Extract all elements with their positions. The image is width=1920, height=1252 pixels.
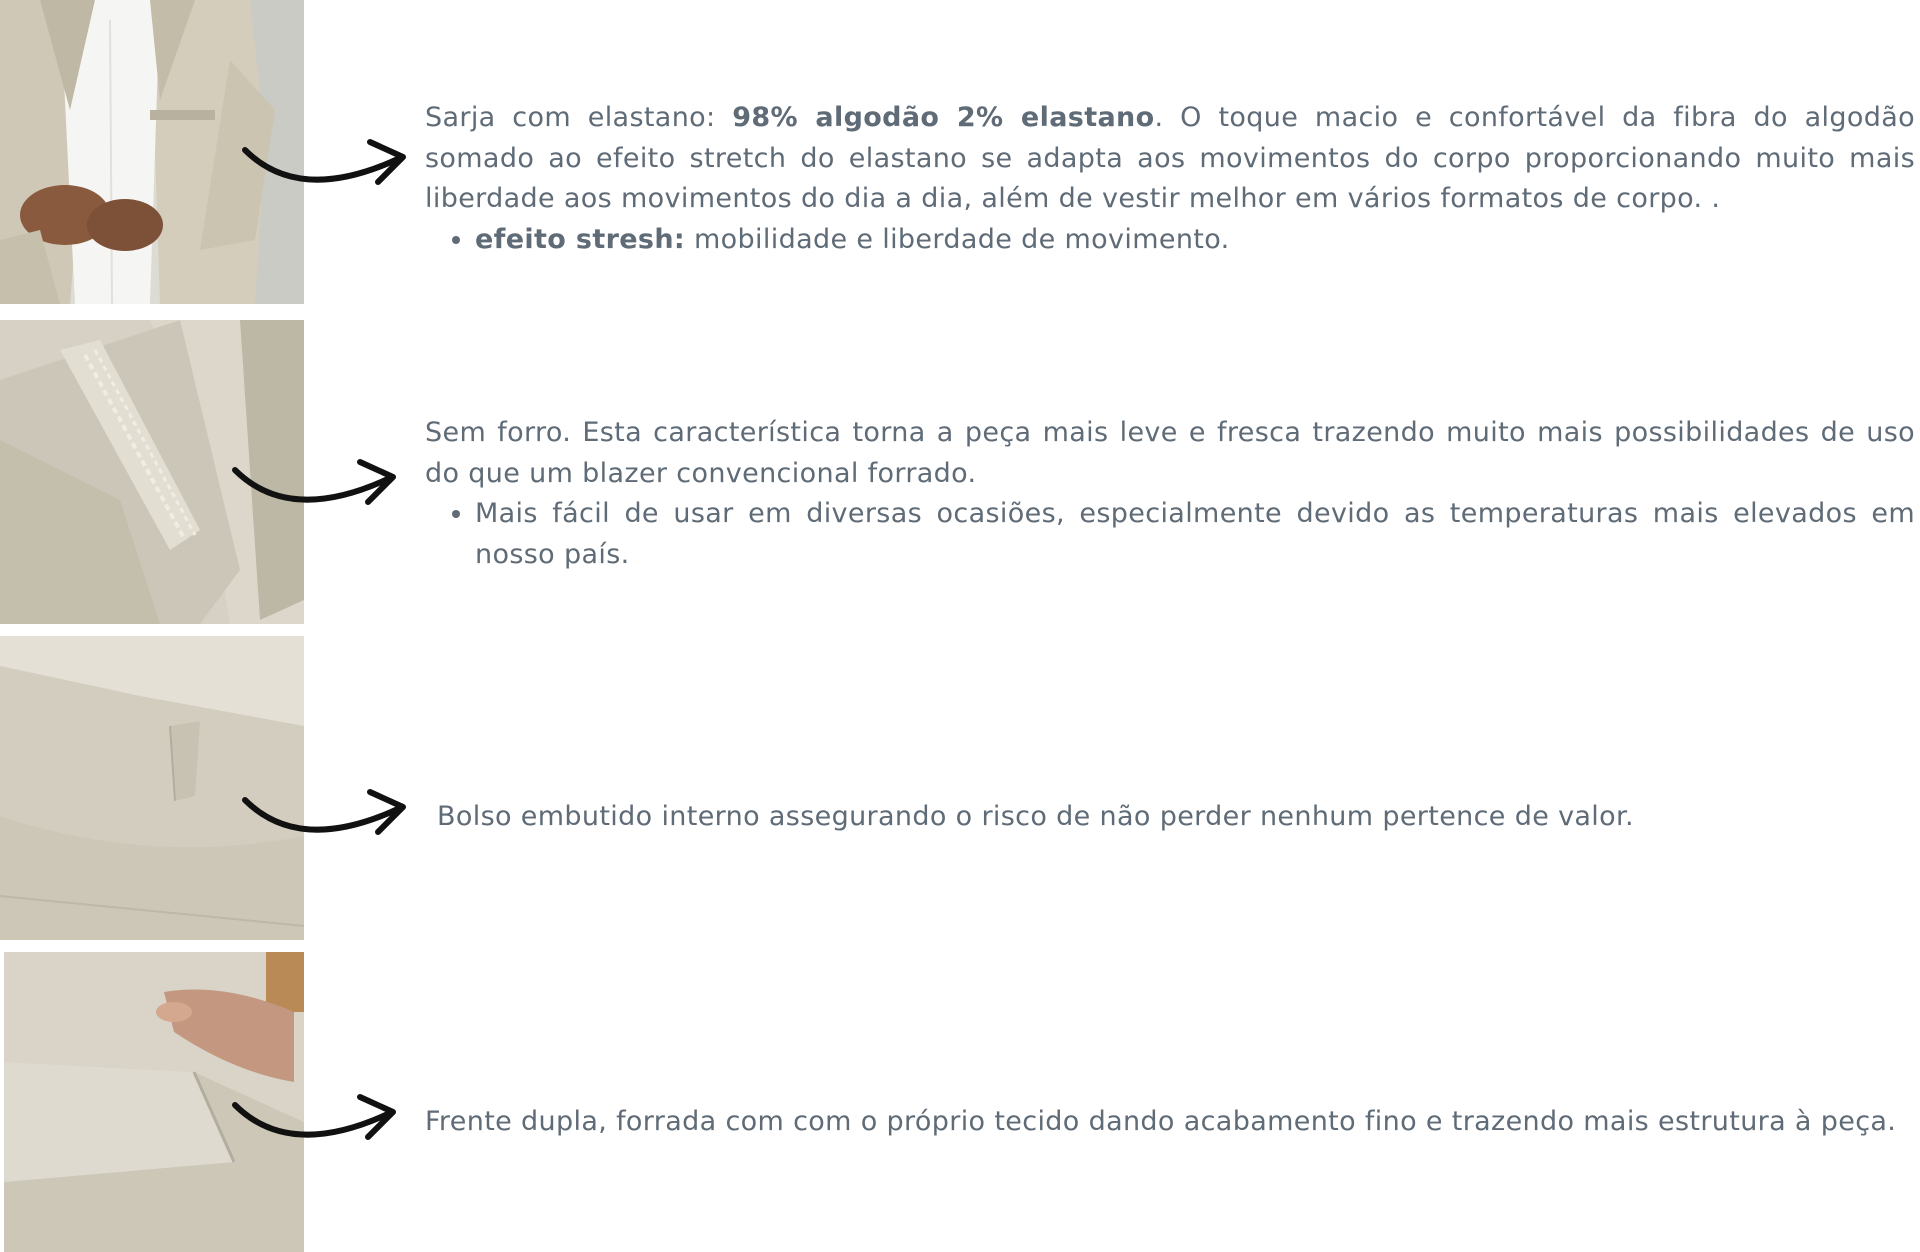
bullet-list (425, 494, 1915, 575)
bullet-text: mobilidade e liberdade de movimento. (685, 223, 1230, 255)
inner-pocket-text (437, 797, 1920, 838)
fabric-composition-text (425, 98, 1915, 260)
bullet-list (425, 220, 1915, 261)
paragraph-text: . O toque macio e confortável da fibra do algodão somado ao efeito stretch do elastano se adapta aos movimentos do corpo proporcionando muito mais liberdade aos movimentos do dia a dia, além de vestir melhor em vários formatos de corpo. . (425, 102, 1915, 214)
double-front-text (425, 1102, 1915, 1143)
unlined-text (425, 413, 1915, 575)
arrow-icon (230, 440, 405, 520)
unlined-paragraph: Sem forro. Esta característica torna a peça mais leve e fresca trazendo muito mais possibilidades de uso do que um blazer convencional forrado. (425, 417, 1915, 489)
paragraph-text: Sarja com elastano: (425, 102, 733, 133)
bullet-label: efeito stresh: (475, 223, 686, 255)
inner-pocket-paragraph: Bolso embutido interno assegurando o risco de não perder nenhum pertence de valor. (437, 801, 1634, 832)
composition-highlight: 98% algodão 2% elastano (732, 102, 1155, 133)
double-front-paragraph: Frente dupla, forrada com com o próprio tecido dando acabamento fino e trazendo mais estrutura à peça. (425, 1106, 1897, 1137)
bullet-item: • Mais fácil de usar em diversas ocasiões, especialmente devido as temperaturas mais elevados em nosso país. (475, 494, 1915, 575)
arrow-icon (240, 120, 415, 200)
bullet-item (475, 220, 1915, 261)
arrow-icon (230, 1075, 405, 1155)
arrow-icon (240, 770, 415, 850)
fabric-composition-paragraph (425, 98, 1915, 220)
